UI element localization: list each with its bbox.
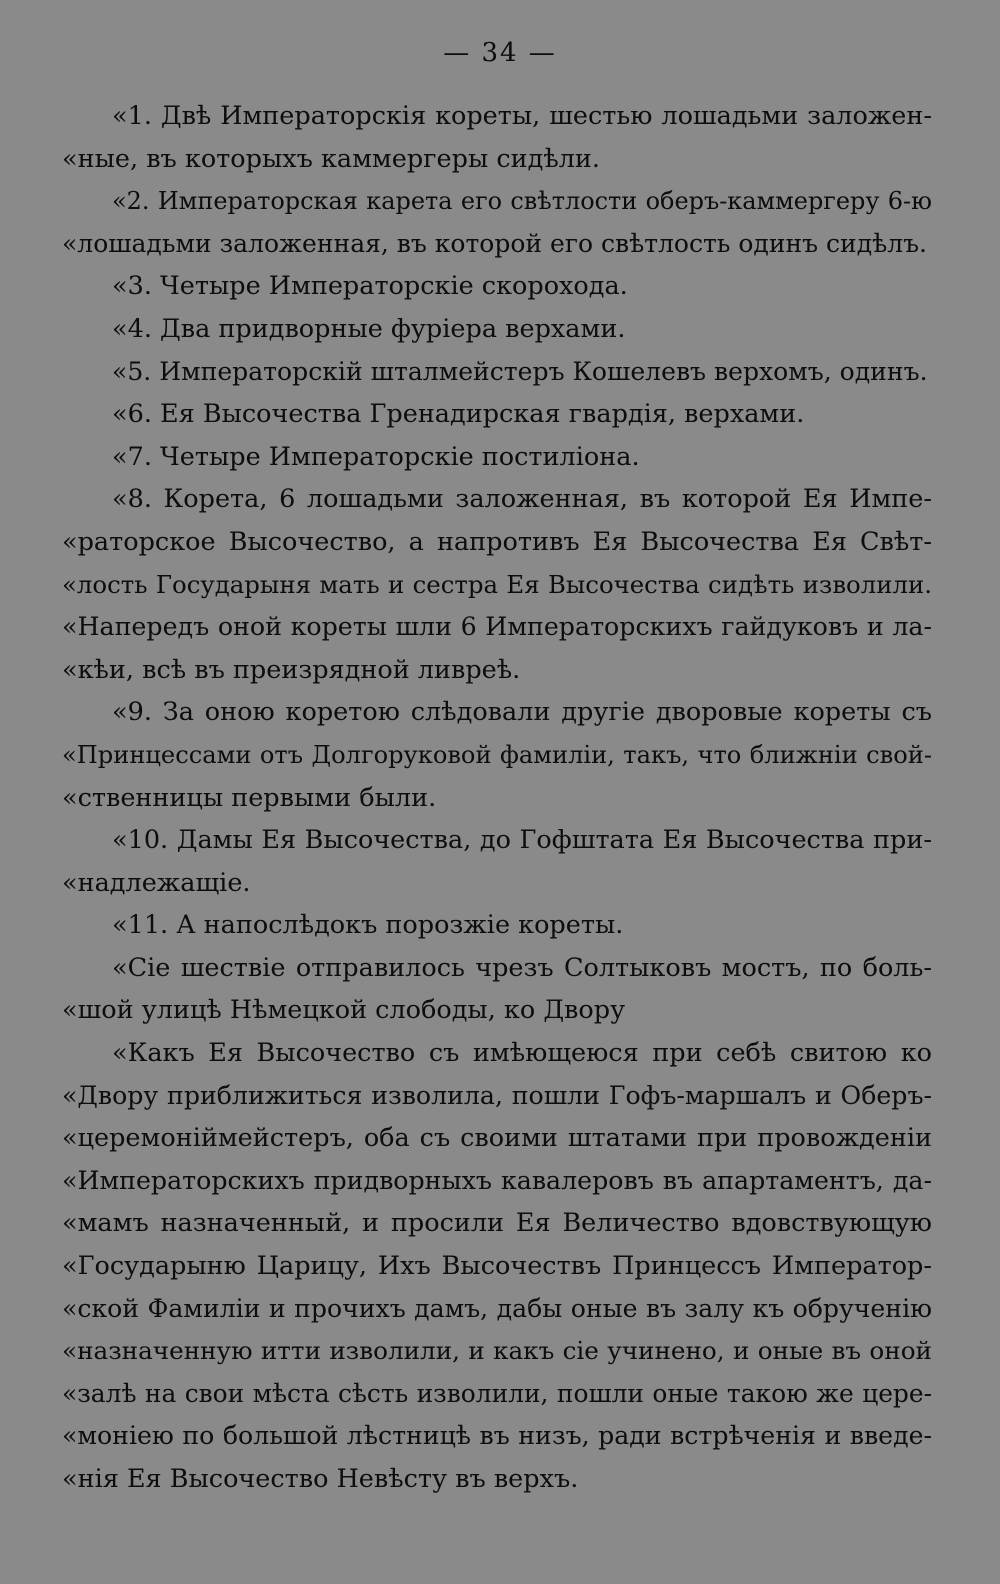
paragraph: [62, 691, 932, 819]
text-line: «назначенную итти изволили, и какъ сіе учинено, и оные въ оной: [62, 1336, 932, 1366]
text-line: «1. Двѣ Императорскія кореты, шестью лошадьми заложен-: [112, 101, 932, 131]
text-line: «Двору приближиться изволила, пошли Гофъ-маршалъ и Оберъ-: [62, 1080, 932, 1110]
page-number: — 34 —: [443, 38, 557, 68]
text-line: «надлежащіе.: [62, 867, 251, 898]
paragraph: [62, 393, 932, 436]
text-line: «ственницы первыми были.: [62, 782, 437, 813]
text-line: «церемоніймейстеръ, оба съ своими штатами при провожденіи: [62, 1123, 932, 1154]
text-line: «3. Четыре Императорскіе скорохода.: [112, 271, 628, 302]
text-body: [62, 95, 932, 1501]
text-line: «залѣ на свои мѣста сѣсть изволили, пошли оные такою же цере-: [62, 1378, 932, 1408]
paragraph: [62, 351, 932, 394]
text-line: «9. За оною коретою слѣдовали другіе дворовые кореты съ: [112, 697, 932, 728]
text-line: «11. А напослѣдокъ порозжіе кореты.: [112, 910, 624, 941]
paragraph: [62, 95, 932, 180]
paragraph: [62, 1032, 932, 1501]
text-line: «6. Ея Высочества Гренадирская гвардія, верхами.: [112, 399, 805, 430]
text-line: «ской Фамиліи и прочихъ дамъ, дабы оные въ залу къ обрученію: [62, 1293, 932, 1323]
text-line: «Государыню Царицу, Ихъ Высочествъ Принцессъ Император-: [62, 1251, 932, 1282]
text-line: «моніею по большой лѣстницѣ въ низъ, ради встрѣченія и введе-: [62, 1421, 932, 1451]
text-line: «10. Дамы Ея Высочества, до Гофштата Ея Высочества при-: [112, 825, 932, 856]
paragraph: [62, 436, 932, 479]
text-line: «мамъ назначенный, и просили Ея Величество вдовствующую: [62, 1208, 932, 1239]
paragraph: [62, 308, 932, 351]
text-line: «кѣи, всѣ въ преизрядной ливреѣ.: [62, 654, 521, 685]
text-line: «5. Императорскій шталмейстеръ Кошелевъ верхомъ, одинъ.: [112, 356, 928, 386]
text-line: «7. Четыре Императорскіе постиліона.: [112, 441, 640, 472]
paragraph: [62, 265, 932, 308]
paragraph: [62, 904, 932, 947]
text-line: «нія Ея Высочество Невѣсту въ верхъ.: [62, 1464, 579, 1494]
text-line: «шой улицѣ Нѣмецкой слободы, ко Двору: [62, 995, 626, 1026]
text-line: «8. Корета, 6 лошадьми заложенная, въ которой Ея Импе-: [112, 484, 932, 515]
text-line: «2. Императорская карета его свѣтлости оберъ-каммергеру 6-ю: [112, 187, 932, 216]
text-line: «лошадьми заложенная, въ которой его свѣтлость одинъ сидѣлъ.: [62, 228, 927, 258]
text-line: «лость Государыня мать и сестра Ея Высочества сидѣть изволили.: [62, 569, 932, 599]
text-line: «раторское Высочество, а напротивъ Ея Высочества Ея Свѣт-: [62, 526, 932, 557]
text-line: «4. Два придворные фуріера верхами.: [112, 313, 626, 344]
text-line: «Сіе шествіе отправилось чрезъ Солтыковъ мостъ, по боль-: [112, 952, 932, 983]
text-line: «Императорскихъ придворныхъ кавалеровъ въ апартаментъ, да-: [62, 1165, 932, 1195]
text-line: «Принцессами отъ Долгоруковой фамиліи, такъ, что ближніи свой-: [62, 740, 932, 769]
text-line: «ные, въ которыхъ каммергеры сидѣли.: [62, 143, 601, 174]
paragraph: [62, 180, 932, 265]
text-line: «Какъ Ея Высочество съ имѣющеюся при себѣ свитою ко: [112, 1038, 932, 1069]
paragraph: [62, 478, 932, 691]
text-line: «Напередъ оной кореты шли 6 Императорскихъ гайдуковъ и ла-: [62, 612, 932, 642]
paragraph: [62, 947, 932, 1032]
paragraph: [62, 819, 932, 904]
